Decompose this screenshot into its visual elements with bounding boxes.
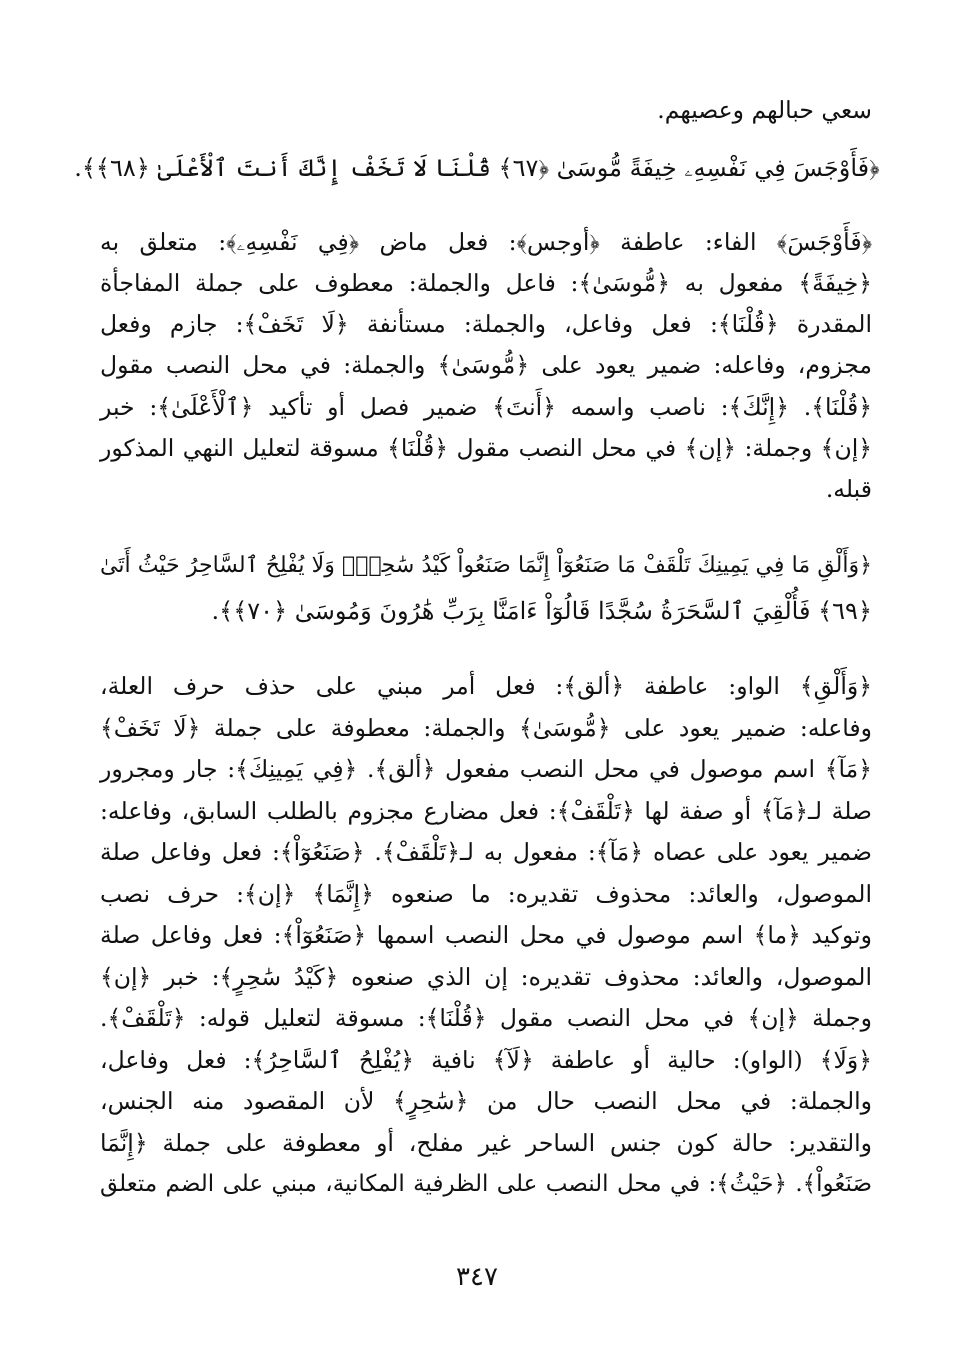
text-line-24: صَنَعُواْ﴾. ﴿حَيْثُ﴾: في محل النصب على الظرفية المكانية، مبني على الضم متعلق xyxy=(100,1171,872,1197)
text-line-9: قبله. xyxy=(825,475,872,503)
text-line-20: وجملة ﴿إن﴾ في محل النصب مقول ﴿قُلْنَا﴾: مسوقة لتعليل قوله: ﴿تَلْقَفْ﴾. xyxy=(100,1004,872,1032)
text-line-8: ﴿إن﴾ وجملة: ﴿إن﴾ في محل النصب مقول ﴿قُلْنَا﴾ مسوقة لتعليل النهي المذكور xyxy=(100,434,872,462)
text-line-14: ﴿مَآ﴾ اسم موصول في محل النصب مفعول ﴿ألق﴾. ﴿فِي يَمِينِكَ﴾: جار ومجرور xyxy=(100,755,872,783)
text-line-22: والجملة: في محل النصب حال من ﴿سَٰحِرٍ﴾ لأن المقصود منه الجنس، xyxy=(100,1087,872,1115)
text-line-23: والتقدير: حالة كون جنس الساحر غير مفلح، أو معطوفة على جملة ﴿إِنَّمَا xyxy=(100,1129,872,1157)
text-line-13: وفاعله: ضمير يعود على ﴿مُّوسَىٰ﴾ والجملة: معطوفة على جملة ﴿لَا تَخَفْ﴾ xyxy=(100,714,872,742)
text-line-18: وتوكيد ﴿ما﴾ اسم موصول في محل النصب اسمها ﴿صَنَعُوٓاْ﴾: فعل وفاعل صلة xyxy=(100,921,872,949)
text-line-21: ﴿وَلَا﴾ (الواو): حالية أو عاطفة ﴿لَآ﴾ نافية ﴿يُفْلِحُ ٱلسَّاحِرُ﴾: فعل وفاعل، xyxy=(100,1046,872,1074)
text-line-6: مجزوم، وفاعله: ضمير يعود على ﴿مُّوسَىٰ﴾ والجملة: في محل النصب مقول xyxy=(100,351,872,379)
quran-verse-67-68: ﴿فَأَوْجَسَ فِي نَفْسِهِۦ خِيفَةً مُّوسَىٰ ﴿٦٧﴾ قُلْنَا لَا تَخَفْ إِنَّكَ أَنتَ ٱلْأَعْلَىٰ ﴿٦٨﴾﴾. xyxy=(74,154,880,182)
text-line-3: ﴿فَأَوْجَسَ﴾ الفاء: عاطفة ﴿أوجس﴾: فعل ماض ﴿فِي نَفْسِهِۦ﴾: متعلق به xyxy=(100,228,872,256)
text-line-17: الموصول، والعائد: محذوف تقديره: ما صنعوه ﴿إِنَّمَا﴾ ﴿إن﴾: حرف نصب xyxy=(100,880,872,908)
text-line-1: سعي حبالهم وعصيهم. xyxy=(657,96,872,124)
quran-verse-69-line-1: ﴿وَأَلْقِ مَا فِي يَمِينِكَ تَلْقَفْ مَا صَنَعُوٓاْ إِنَّمَا صَنَعُواْ كَيْدُ سَٰحِرٍۖ وَلَا يُفْلِحُ ٱلسَّاحِرُ حَيْثُ أَتَىٰ xyxy=(100,553,872,578)
text-line-19: الموصول، والعائد: محذوف تقديره: إن الذي صنعوه ﴿كَيْدُ سَٰحِرٍ﴾: خبر ﴿إن﴾ xyxy=(100,963,872,991)
text-line-15: صلة لـ﴿مَآ﴾ أو صفة لها ﴿تَلْقَفْ﴾: فعل مضارع مجزوم بالطلب السابق، وفاعله: xyxy=(100,797,872,825)
text-line-12: ﴿وَأَلْقِ﴾ الواو: عاطفة ﴿ألق﴾: فعل أمر مبني على حذف حرف العلة، xyxy=(100,672,872,700)
text-line-7: ﴿قُلْنَا﴾. ﴿إِنَّكَ﴾: ناصب واسمه ﴿أَنتَ﴾ ضمير فصل أو تأكيد ﴿ٱلْأَعْلَىٰ﴾: خبر xyxy=(100,393,872,421)
quran-verse-69-70-line-2: ﴿٦٩﴾ فَأُلْقِيَ ٱلسَّحَرَةُ سُجَّدًا قَالُوٓاْ ءَامَنَّا بِرَبِّ هَٰرُونَ وَمُوسَىٰ ﴿٧٠﴾﴾. xyxy=(211,597,872,625)
text-line-16: ضمير يعود على عصاه ﴿مَآ﴾: مفعول به لـ﴿تَلْقَفْ﴾. ﴿صَنَعُوٓاْ﴾: فعل وفاعل صلة xyxy=(100,838,872,866)
text-line-5: المقدرة ﴿قُلْنَا﴾: فعل وفاعل، والجملة: مستأنفة ﴿لَا تَخَفْ﴾: جازم وفعل xyxy=(100,310,872,338)
text-line-4: ﴿خِيفَةً﴾ مفعول به ﴿مُّوسَىٰ﴾: فاعل والجملة: معطوف على جملة المفاجأة xyxy=(100,269,872,297)
page-number: ٣٤٧ xyxy=(456,1262,498,1292)
